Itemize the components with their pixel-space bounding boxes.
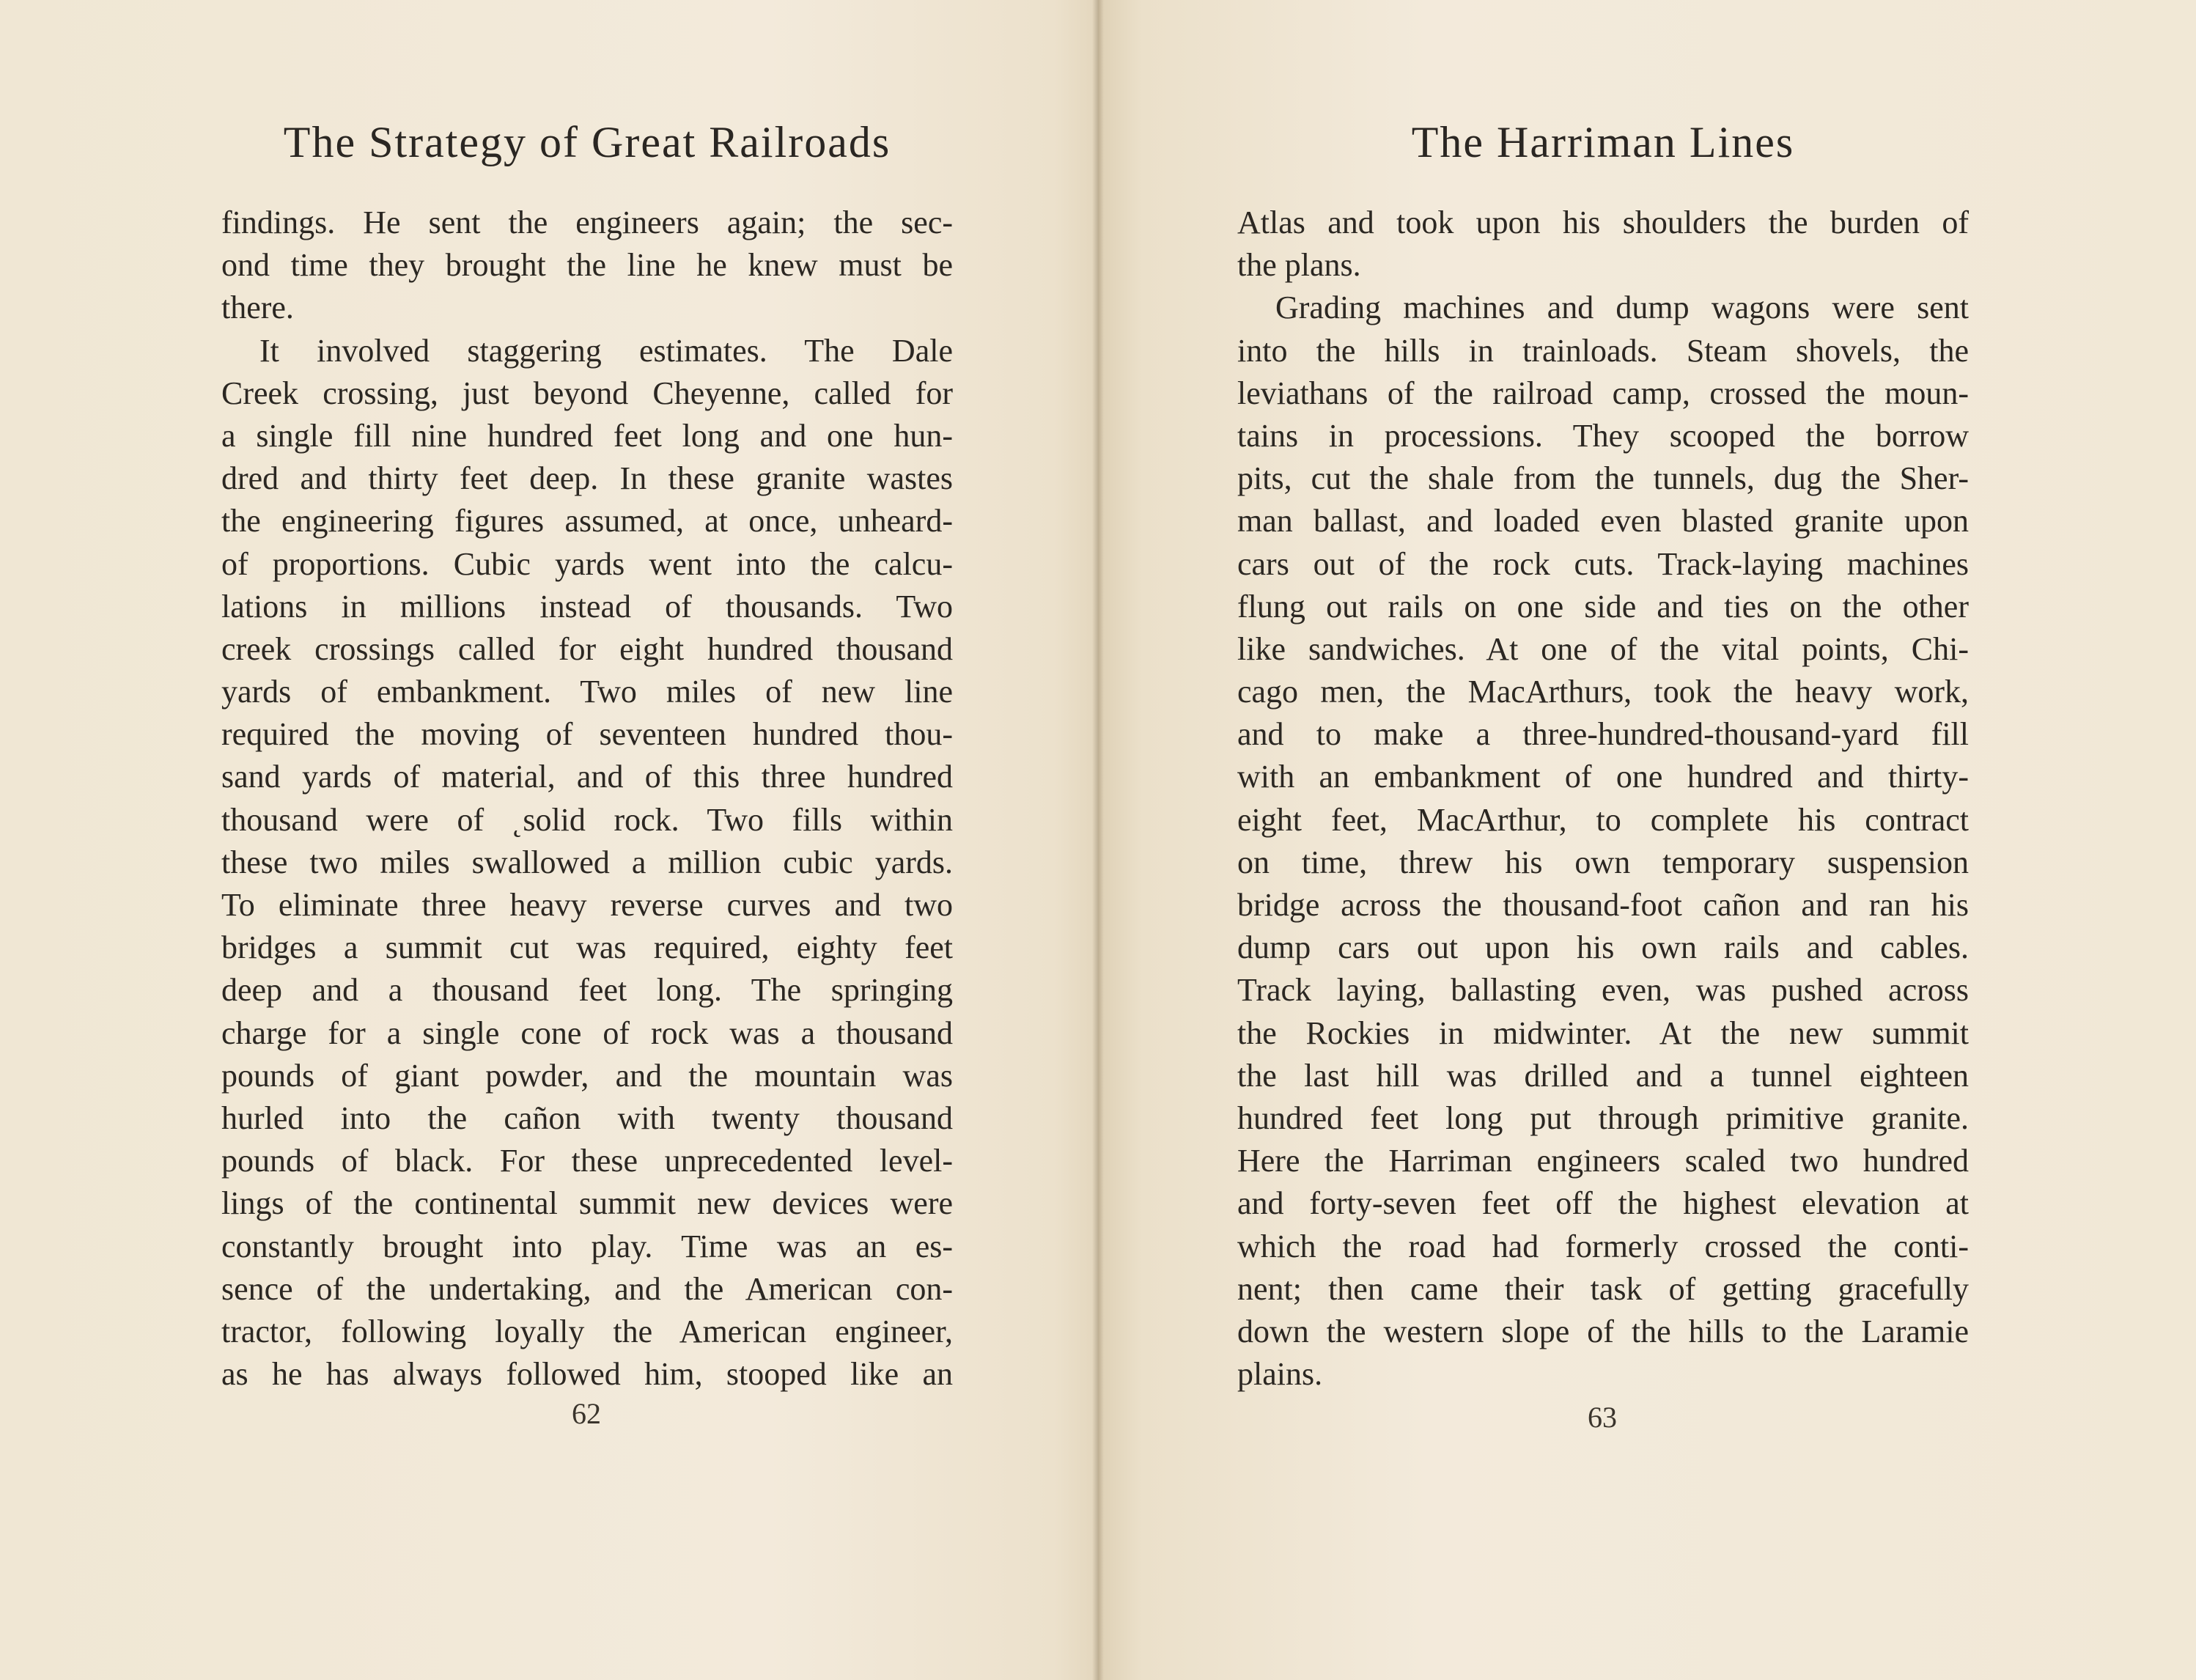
text-line: To eliminate three heavy reverse curves and two xyxy=(221,887,953,923)
text-line: pounds of giant powder, and the mountain was xyxy=(221,1057,953,1094)
text-line: Grading machines and dump wagons were sent xyxy=(1275,290,1969,326)
text-line: Here the Harriman engineers scaled two hundred xyxy=(1237,1143,1969,1179)
text-line: findings. He sent the engineers again; the sec- xyxy=(221,205,953,240)
text-line: cars out of the rock cuts. Track-laying machines xyxy=(1237,545,1969,582)
text-line: hurled into the cañon with twenty thousand xyxy=(221,1099,953,1136)
text-line: these two miles swallowed a million cubic yards. xyxy=(221,844,953,880)
text-line: the engineering figures assumed, at once, unheard- xyxy=(221,503,953,539)
text-line: deep and a thousand feet long. The springing xyxy=(221,972,953,1009)
text-line: the Rockies in midwinter. At the new summit xyxy=(1237,1014,1969,1051)
text-line: the last hill was drilled and a tunnel eighteen xyxy=(1237,1057,1969,1094)
right-page-number: 63 xyxy=(1588,1401,1617,1434)
text-line: of proportions. Cubic yards went into the calcu- xyxy=(221,545,953,582)
book-gutter xyxy=(1092,0,1104,1680)
left-page-number: 62 xyxy=(572,1397,601,1430)
text-line: with an embankment of one hundred and thirty- xyxy=(1237,759,1969,795)
text-line: required the moving of seventeen hundred thou- xyxy=(221,716,953,753)
text-line: and forty-seven feet off the highest elevation at xyxy=(1237,1185,1969,1222)
text-line: pits, cut the shale from the tunnels, dug the Sher- xyxy=(1237,460,1969,497)
text-line: a single fill nine hundred feet long and one hun- xyxy=(221,417,953,454)
text-line: there. xyxy=(221,290,294,326)
text-line: into the hills in trainloads. Steam shovels, the xyxy=(1237,332,1969,369)
text-line: as he has always followed him, stooped like an xyxy=(221,1356,953,1393)
text-line: hundred feet long put through primitive granite. xyxy=(1237,1099,1969,1136)
text-line: lings of the continental summit new devices were xyxy=(221,1185,953,1222)
text-line: ond time they brought the line he knew must be xyxy=(221,247,953,284)
text-line: the plans. xyxy=(1237,247,1361,284)
text-line: thousand were of ˛solid rock. Two fills within xyxy=(221,801,953,838)
text-line: nent; then came their task of getting gracefully xyxy=(1237,1270,1969,1307)
right-body-text xyxy=(1237,202,1969,1396)
text-line: tains in processions. They scooped the borrow xyxy=(1237,417,1969,454)
text-line: dred and thirty feet deep. In these granite wastes xyxy=(221,460,953,497)
text-line: leviathans of the railroad camp, crossed the moun- xyxy=(1237,375,1969,411)
text-line: man ballast, and loaded even blasted granite upon xyxy=(1237,503,1969,539)
text-line: Creek crossing, just beyond Cheyenne, called for xyxy=(221,375,953,411)
text-line: like sandwiches. At one of the vital points, Chi- xyxy=(1237,630,1969,667)
text-line: plains. xyxy=(1237,1356,1323,1393)
text-line: flung out rails on one side and ties on the other xyxy=(1237,588,1969,625)
text-line: dump cars out upon his own rails and cables. xyxy=(1237,929,1969,966)
left-running-head: The Strategy of Great Railroads xyxy=(283,118,891,166)
text-line: on time, threw his own temporary suspension xyxy=(1237,844,1969,880)
text-line: bridge across the thousand-foot cañon and ran his xyxy=(1237,887,1969,923)
right-running-head: The Harriman Lines xyxy=(1411,118,1795,166)
text-line: which the road had formerly crossed the conti- xyxy=(1237,1228,1969,1264)
text-line: creek crossings called for eight hundred thousand xyxy=(221,630,953,667)
text-line: cago men, the MacArthurs, took the heavy work, xyxy=(1237,674,1969,710)
text-line: pounds of black. For these unprecedented level- xyxy=(221,1143,953,1179)
text-line: sence of the undertaking, and the American con- xyxy=(221,1270,953,1307)
text-line: Track laying, ballasting even, was pushed across xyxy=(1237,972,1969,1009)
text-line: yards of embankment. Two miles of new line xyxy=(221,674,953,710)
text-line: charge for a single cone of rock was a thousand xyxy=(221,1014,953,1051)
text-line: sand yards of material, and of this three hundred xyxy=(221,759,953,795)
text-line: and to make a three-hundred-thousand-yard fill xyxy=(1237,716,1969,753)
text-line: constantly brought into play. Time was an es- xyxy=(221,1228,953,1264)
text-line: It involved staggering estimates. The Dale xyxy=(259,332,953,369)
text-line: Atlas and took upon his shoulders the burden of xyxy=(1237,205,1969,240)
text-line: down the western slope of the hills to the Laramie xyxy=(1237,1313,1969,1349)
text-line: bridges a summit cut was required, eighty feet xyxy=(221,929,953,966)
text-line: tractor, following loyally the American engineer, xyxy=(221,1313,953,1349)
text-line: lations in millions instead of thousands. Two xyxy=(221,588,953,625)
right-page xyxy=(1098,0,2196,1680)
text-line: eight feet, MacArthur, to complete his contract xyxy=(1237,801,1969,838)
left-body-text xyxy=(221,202,953,1396)
